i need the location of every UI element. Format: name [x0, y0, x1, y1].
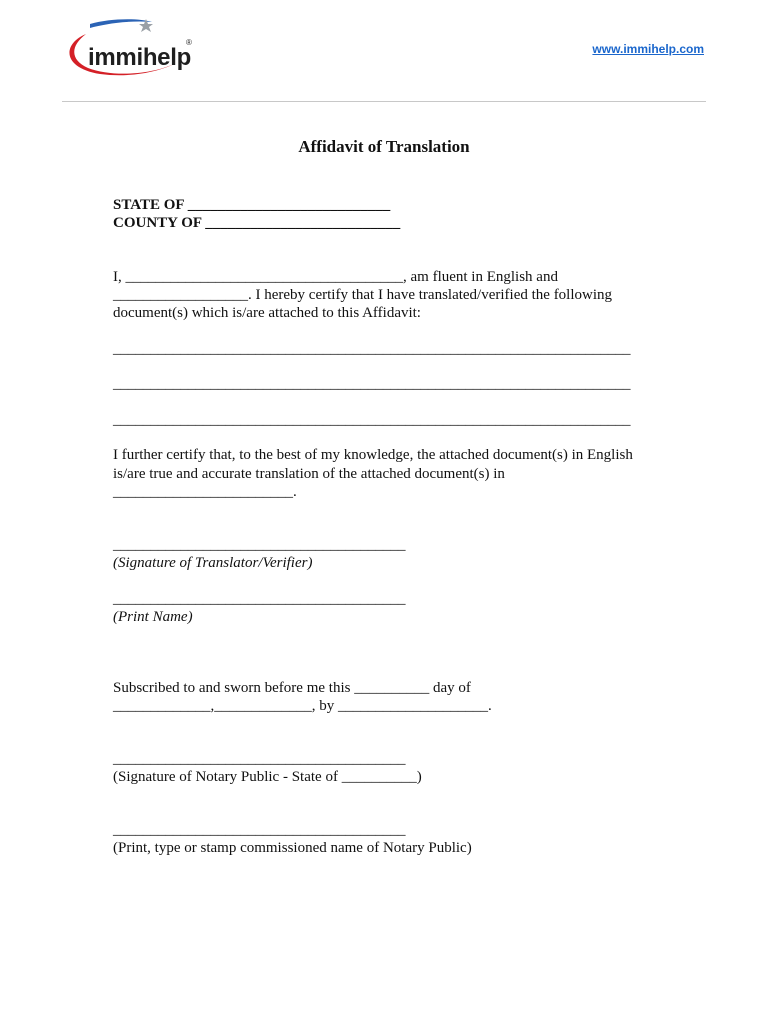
county-field: COUNTY OF __________________________: [113, 215, 401, 231]
document-blank-line-2: _____________________________________________________________________: [113, 376, 631, 392]
header-divider: [62, 101, 706, 102]
certify-line-2: is/are true and accurate translation of the attached document(s) in: [113, 466, 505, 482]
immihelp-logo: [60, 18, 200, 84]
translator-signature-caption: (Signature of Translator/Verifier): [113, 555, 313, 571]
intro-line-3: document(s) which is/are attached to this Affidavit:: [113, 305, 421, 321]
notary-name-caption: (Print, type or stamp commissioned name of Notary Public): [113, 840, 472, 856]
certify-line-3: ________________________.: [113, 484, 297, 500]
document-blank-line-3: _____________________________________________________________________: [113, 412, 631, 428]
notary-signature-caption: (Signature of Notary Public - State of __________): [113, 769, 422, 785]
print-name-line: _______________________________________: [113, 591, 406, 607]
translator-signature-line: _______________________________________: [113, 537, 406, 553]
certify-line-1: I further certify that, to the best of my knowledge, the attached document(s) in English: [113, 447, 633, 463]
sworn-line-1: Subscribed to and sworn before me this __________ day of: [113, 680, 471, 696]
notary-signature-line: _______________________________________: [113, 751, 406, 767]
intro-line-1: I, _____________________________________, am fluent in English and: [113, 269, 558, 285]
document-title: Affidavit of Translation: [298, 137, 470, 156]
state-field: STATE OF ___________________________: [113, 197, 391, 213]
print-name-caption: (Print Name): [113, 609, 193, 625]
sworn-line-2: _____________,_____________, by ____________________.: [113, 698, 492, 714]
brand-name: immihelp: [88, 44, 191, 71]
registered-mark: ®: [186, 38, 192, 47]
intro-line-2: __________________. I hereby certify that I have translated/verified the following: [113, 287, 613, 303]
document-blank-line-1: _____________________________________________________________________: [113, 341, 631, 357]
website-link[interactable]: www.immihelp.com: [592, 42, 704, 56]
notary-name-line: _______________________________________: [113, 822, 406, 838]
